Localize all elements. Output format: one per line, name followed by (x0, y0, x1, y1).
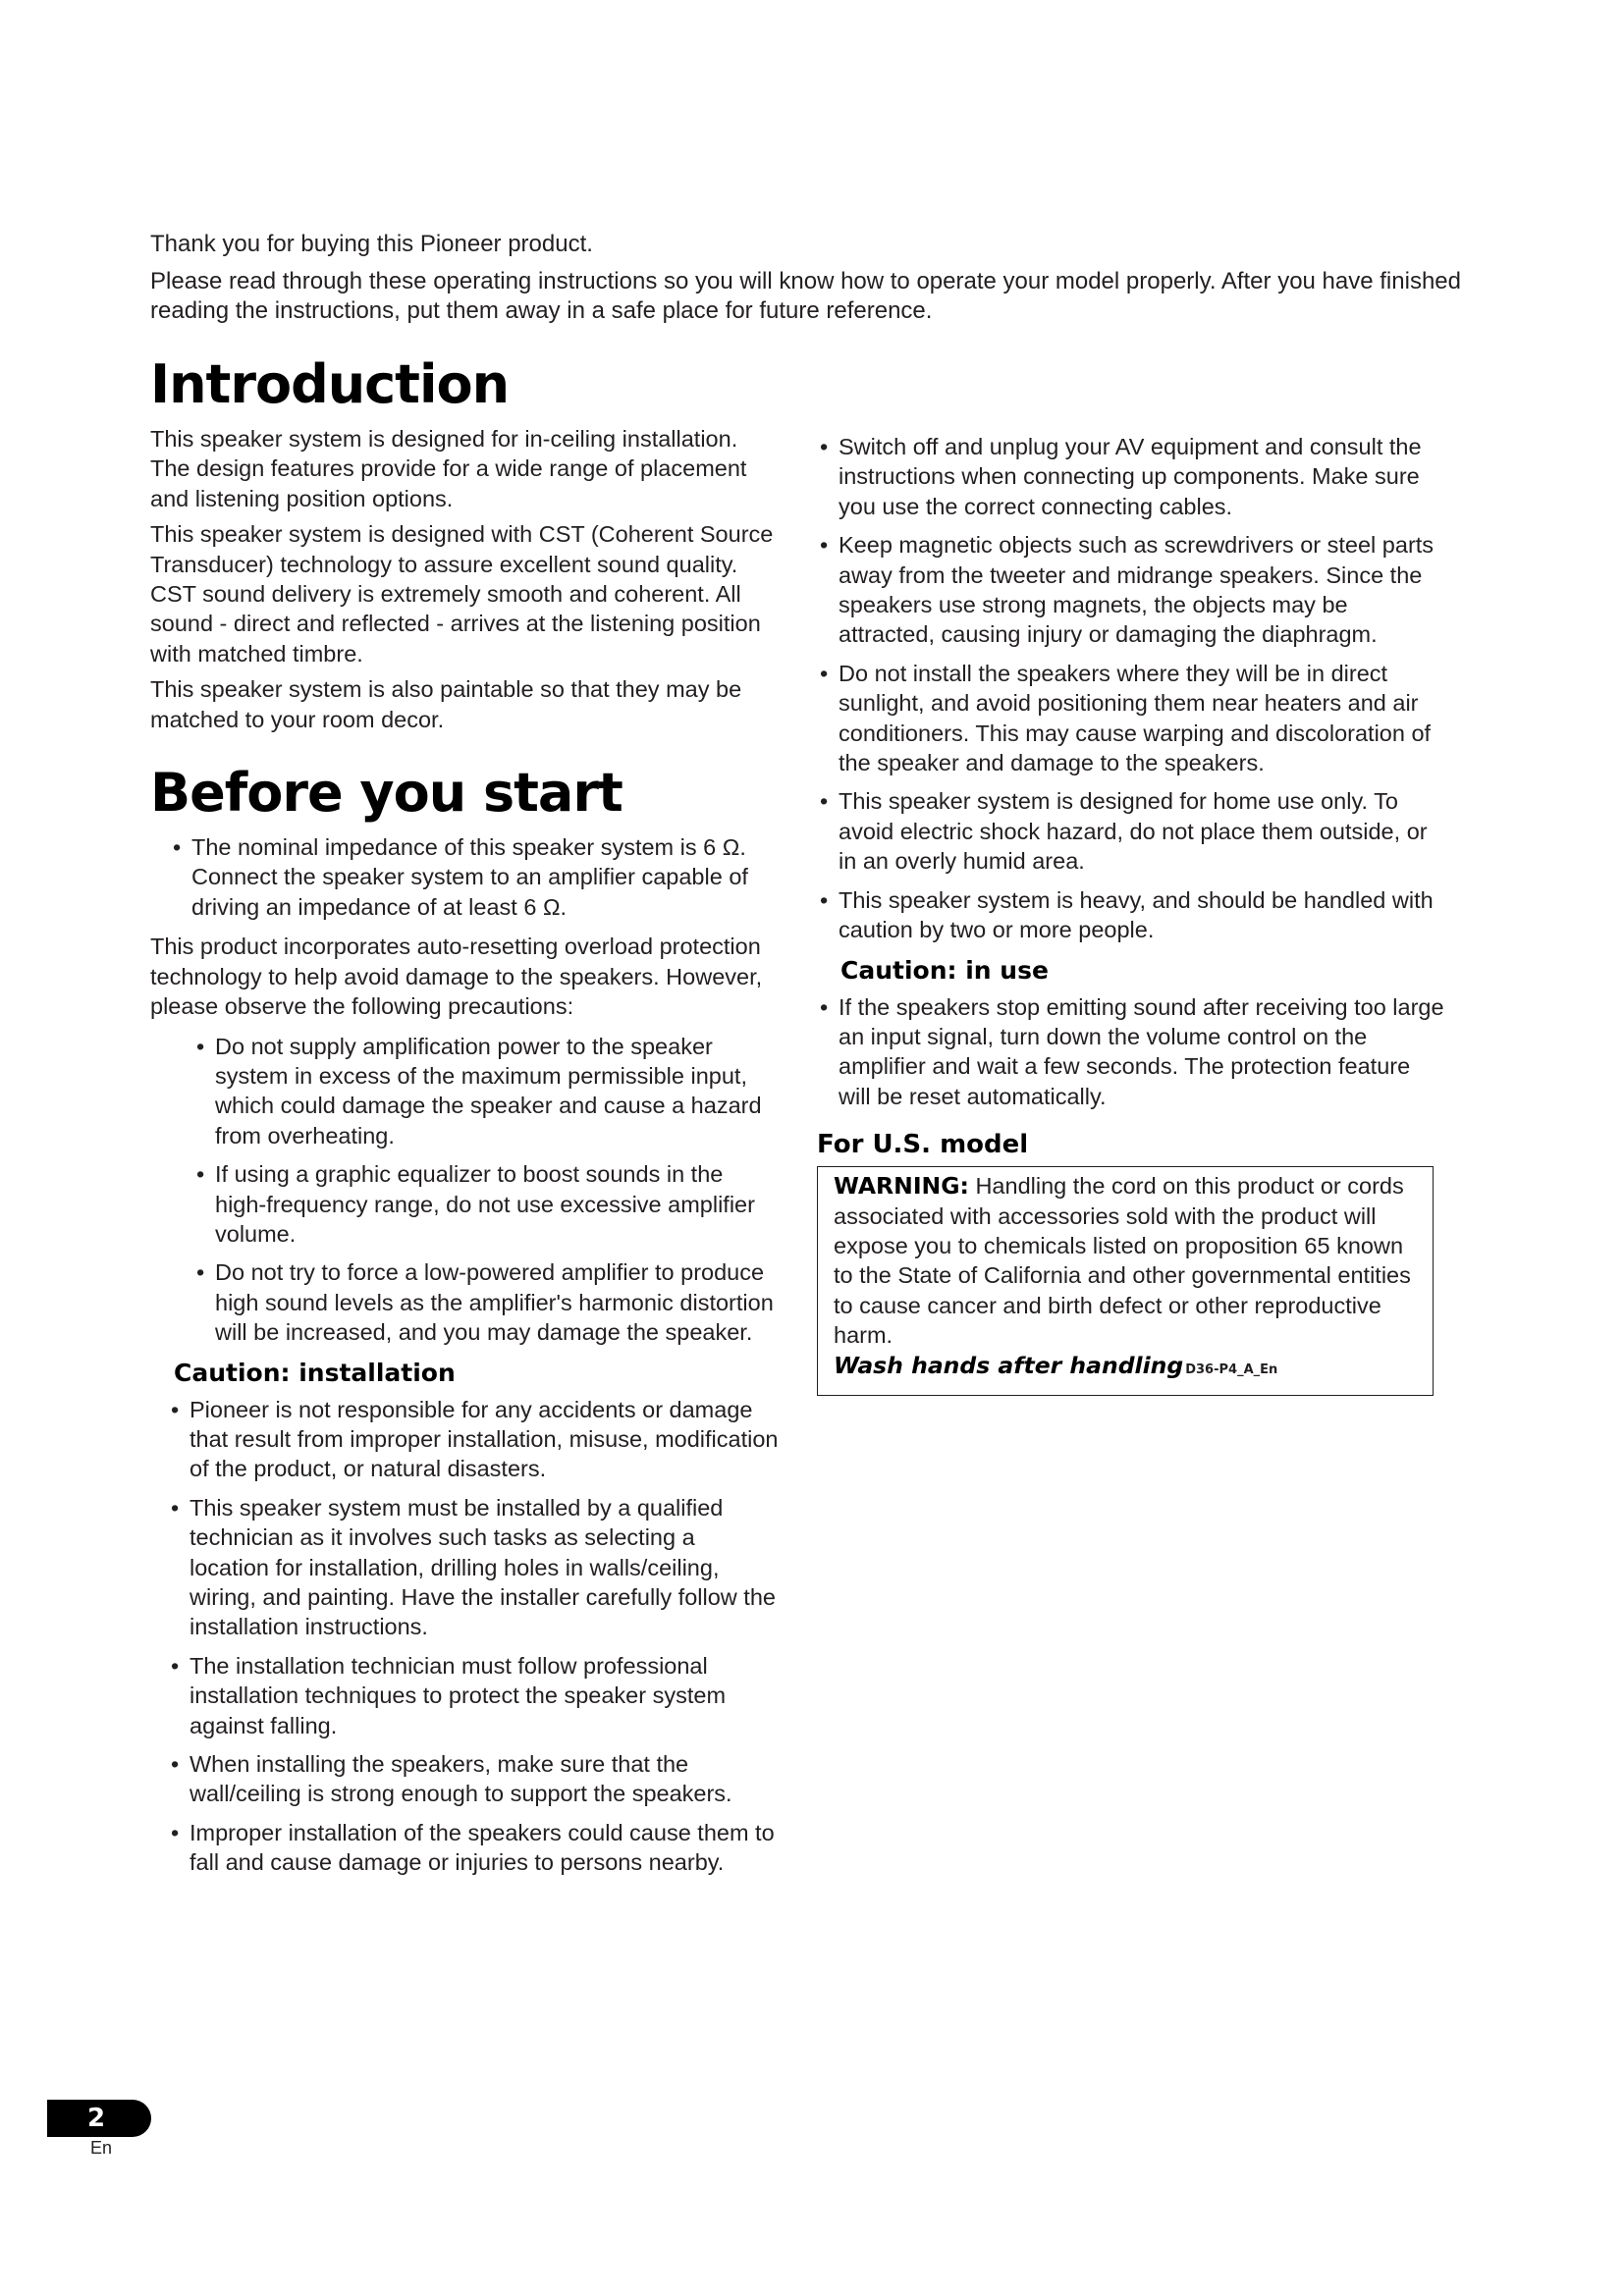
us-model-heading: For U.S. model (817, 1130, 1029, 1160)
intro-paragraph: This speaker system is also paintable so that they may be matched to your room decor. (150, 676, 742, 732)
before-start-heading: Before you start (150, 762, 623, 825)
caution-use-heading: Caution: in use (840, 955, 1049, 985)
list-item: • This speaker system must be installed by a qualified technician as it involves such tasks as selecting a location for installation, drilling holes in walls/ceiling, wiring, and painting. Have the installer carefully follow the installation instructions. (168, 1493, 779, 1642)
installation-list (168, 1395, 779, 1878)
warning-box (817, 1166, 1434, 1396)
please-read-text: Please read through these operating instructions so you will know how to operate your model properly. After you have finished reading the instructions, put them away in a safe place for future reference. (150, 268, 1461, 324)
list-item: • Improper installation of the speakers could cause them to fall and cause damage or injuries to persons nearby. (168, 1818, 779, 1878)
list-item: • The nominal impedance of this speaker system is 6 Ω. Connect the speaker system to an amplifier capable of driving an impedance of at least 6 Ω. (170, 832, 779, 922)
list-item: • Do not try to force a low-powered amplifier to produce high sound levels as the amplifier's harmonic distortion will be increased, and you may damage the speaker. (193, 1257, 779, 1347)
caution-installation-heading: Caution: installation (174, 1358, 456, 1387)
precautions-right-list (817, 432, 1445, 945)
warning-label: WARNING: (834, 1172, 969, 1201)
list-item: • If using a graphic equalizer to boost sounds in the high-frequency range, do not use excessive amplifier volume. (193, 1159, 779, 1249)
list-item: • Do not install the speakers where they will be in direct sunlight, and avoid positioning them near heaters and air conditioners. This may cause warping and discoloration of the speaker and damage to the speakers. (817, 659, 1445, 778)
list-item: • Switch off and unplug your AV equipment and consult the instructions when connecting up components. Make sure you use the correct connecting cables. (817, 432, 1445, 521)
list-item: • The installation technician must follow professional installation techniques to protect the speaker system against falling. (168, 1651, 779, 1740)
document-code: D36-P4_A_En (1185, 1362, 1278, 1377)
list-item: • When installing the speakers, make sure that the wall/ceiling is strong enough to support the speakers. (168, 1749, 779, 1809)
intro-paragraph: This speaker system is designed for in-ceiling installation. The design features provide for a wide range of placement and listening position options. (150, 426, 747, 511)
wash-hands-text: Wash hands after handling (834, 1351, 1184, 1379)
precautions-list (193, 1032, 779, 1348)
overload-paragraph: This product incorporates auto-resetting overload protection technology to help avoid damage to the speakers. However, please observe the following precautions: (150, 934, 763, 1020)
list-item: • Keep magnetic objects such as screwdrivers or steel parts away from the tweeter and midrange speakers. Since the speakers use strong magnets, the objects may be attracted, causing injury or damaging the diaphragm. (817, 530, 1445, 650)
introduction-heading: Introduction (150, 353, 510, 415)
page-number-tab: 2 (47, 2100, 151, 2137)
list-item: • Do not supply amplification power to the speaker system in excess of the maximum permissible input, which could damage the speaker and cause a hazard from overheating. (193, 1032, 779, 1151)
language-code: En (90, 2138, 113, 2158)
list-item: • This speaker system is heavy, and should be handled with caution by two or more people. (817, 885, 1445, 945)
right-column (817, 432, 1445, 1396)
intro-paragraph: This speaker system is designed with CST (Coherent Source Transducer) technology to assure excellent sound quality. CST sound delivery is extremely smooth and coherent. All sound - direct and reflected - arrives at the listening position with matched timbre. (150, 521, 774, 667)
thanks-text: Thank you for buying this Pioneer product. (150, 231, 593, 257)
list-item: • This speaker system is designed for home use only. To avoid electric shock hazard, do not place them outside, or in an overly humid area. (817, 786, 1445, 876)
list-item: • Pioneer is not responsible for any accidents or damage that result from improper installation, misuse, modification of the product, or natural disasters. (168, 1395, 779, 1484)
intro-block (150, 230, 1466, 334)
impedance-list (170, 832, 779, 922)
list-item: • If the speakers stop emitting sound after receiving too large an input signal, turn down the volume control on the amplifier and wait a few seconds. The protection feature will be reset automatically. (817, 992, 1445, 1112)
left-column (150, 353, 779, 1888)
warning-text: Handling the cord on this product or cords associated with accessories sold with the product will expose you to chemicals listed on proposition 65 known to the State of California and other governmental entities to cause cancer and birth defect or other reproductive harm. (834, 1173, 1411, 1349)
caution-use-list (817, 992, 1445, 1112)
